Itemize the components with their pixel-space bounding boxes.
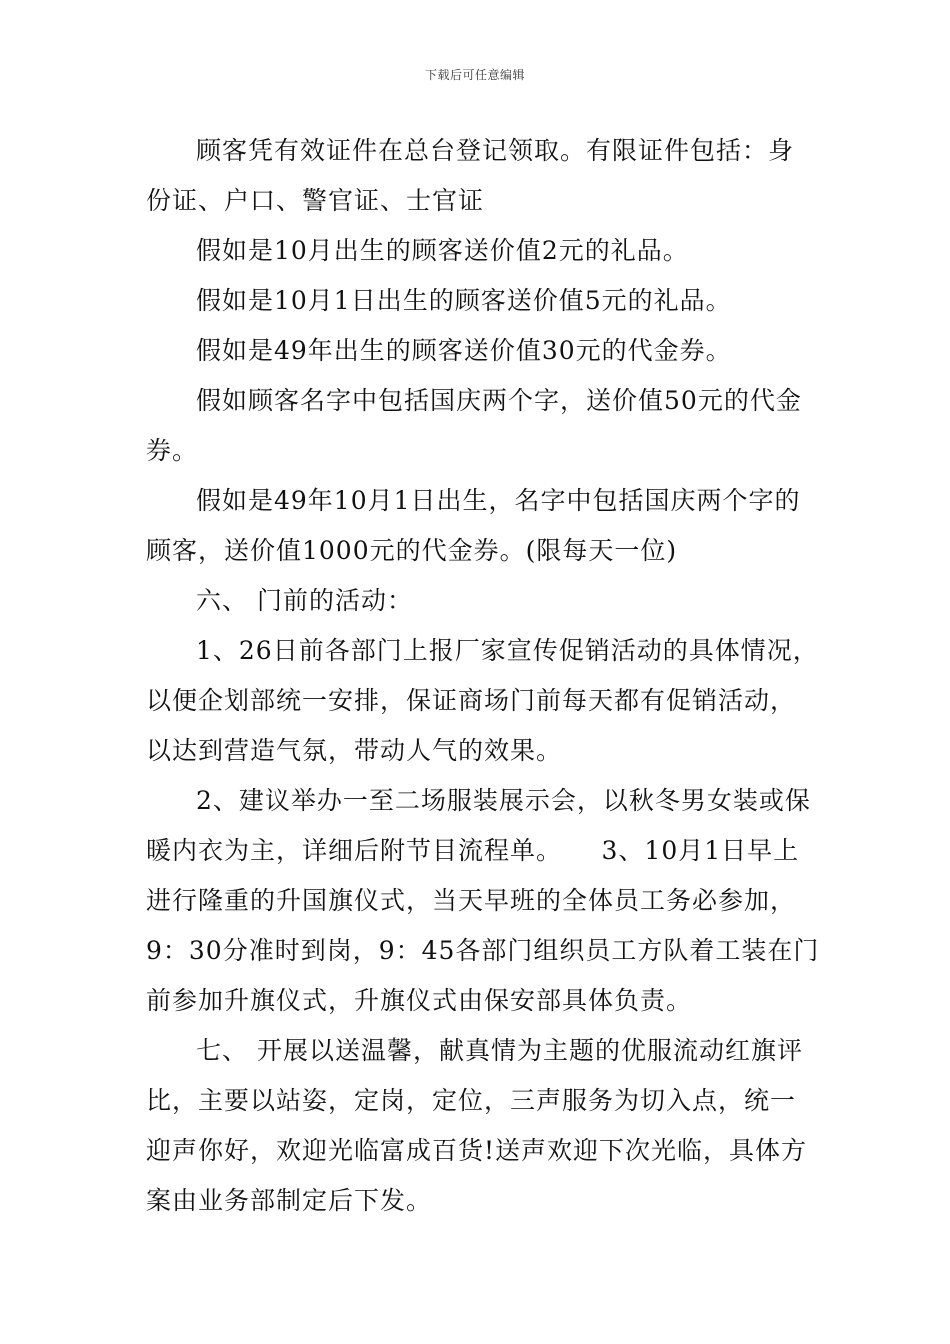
paragraph-registration-continued [146, 176, 814, 226]
text-line: 假如是49年出生的顾客送价值30元的代金券。 [196, 336, 732, 365]
text-line: 顾客凭有效证件在总台登记领取。有限证件包括：身 [196, 136, 795, 165]
text-line: 迎声你好，欢迎光临富成百货!送声欢迎下次光临，具体方 [146, 1136, 808, 1165]
paragraph-name-guoqing-continued [146, 426, 814, 476]
paragraph-item-1-continued [146, 676, 814, 776]
section-heading-six [146, 576, 814, 626]
page-header-note: 下载后可任意编辑 [424, 68, 525, 82]
text-line: 券。 [146, 436, 199, 465]
paragraph-item-2-3-continued [146, 826, 820, 1026]
text-line: 假如是49年10月1日出生，名字中包括国庆两个字的 [196, 486, 801, 515]
text-line: 比，主要以站姿，定岗，定位，三声服务为切入点，统一 [146, 1086, 797, 1115]
paragraph-born-49-guoqing-continued [146, 526, 814, 576]
text-line: 前参加升旗仪式，升旗仪式由保安部具体负责。 [146, 986, 693, 1015]
text-line: 七、 开展以送温馨，献真情为主题的优服流动红旗评 [196, 1036, 803, 1065]
paragraph-item-2-3 [146, 776, 814, 826]
text-line: 份证、户口、警官证、士官证 [146, 186, 485, 215]
text-line: 假如是10月出生的顾客送价值2元的礼品。 [196, 236, 689, 265]
text-line: 案由业务部制定后下发。 [146, 1186, 433, 1215]
paragraph-name-guoqing [146, 376, 814, 426]
text-line: 以达到营造气氛，带动人气的效果。 [146, 736, 563, 765]
text-line: 暖内衣为主，详细后附节目流程单。 3、10月1日早上 [146, 836, 800, 865]
paragraph-registration [146, 126, 814, 176]
text-line: 进行隆重的升国旗仪式，当天早班的全体员工务必参加， [146, 886, 797, 915]
text-line: 以便企划部统一安排，保证商场门前每天都有促销活动， [146, 686, 797, 715]
paragraph-item-1 [146, 626, 819, 676]
paragraph-born-49-guoqing [146, 476, 814, 526]
section-seven-continued [146, 1076, 814, 1226]
text-line: 顾客，送价值1000元的代金券。(限每天一位) [146, 536, 678, 565]
paragraph-october-first-birthday [146, 276, 814, 326]
text-line: 假如是10月1日出生的顾客送价值5元的礼品。 [196, 286, 732, 315]
text-line: 2、建议举办一至二场服装展示会，以秋冬男女装或保 [196, 786, 811, 815]
document-body [146, 126, 820, 1226]
paragraph-october-birthday [146, 226, 814, 276]
paragraph-born-49 [146, 326, 814, 376]
section-seven [146, 1026, 814, 1076]
section-heading-text: 六、 门前的活动： [196, 586, 413, 615]
text-line: 9：30分准时到岗，9：45各部门组织员工方队着工装在门 [146, 936, 820, 965]
text-line: 1、26日前各部门上报厂家宣传促销活动的具体情况， [196, 636, 819, 665]
text-line: 假如顾客名字中包括国庆两个字，送价值50元的代金 [196, 386, 802, 415]
